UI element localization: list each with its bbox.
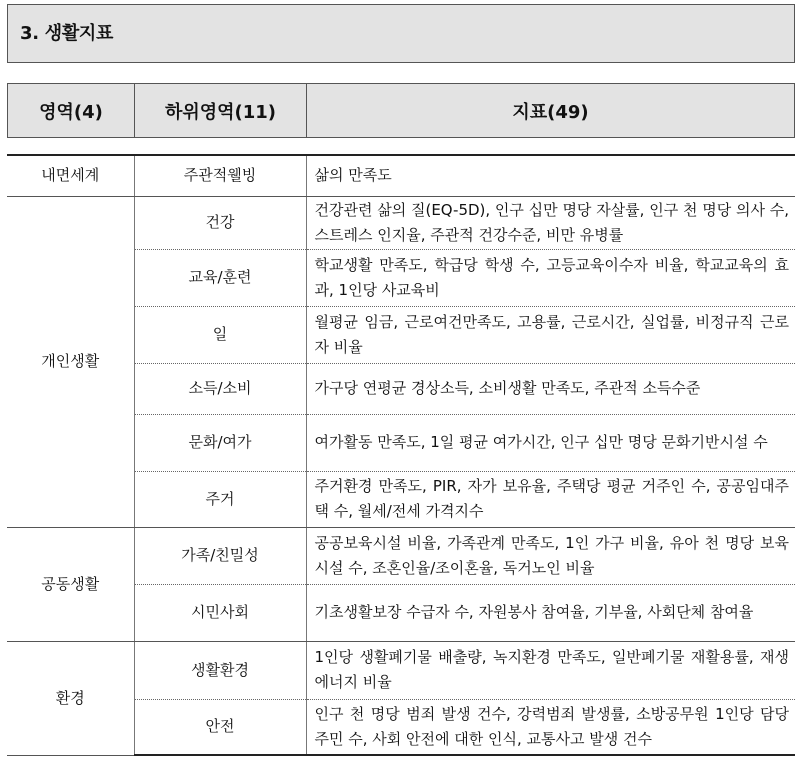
indicator-cell: 공공보육시설 비율, 가족관계 만족도, 1인 가구 비율, 유아 천 명당 보육시설 수, 조혼인율/조이혼율, 독거노인 비율 xyxy=(306,527,795,584)
column-header-indicator: 지표(49) xyxy=(307,84,795,138)
area-cell: 내면세계 xyxy=(7,155,134,196)
subarea-cell: 건강 xyxy=(134,196,306,249)
indicator-cell: 월평균 임금, 근로여건만족도, 고용률, 근로시간, 실업률, 비정규직 근로자 비율 xyxy=(306,306,795,363)
table-row xyxy=(7,155,795,196)
subarea-cell: 시민사회 xyxy=(134,584,306,641)
subarea-cell: 문화/여가 xyxy=(134,414,306,471)
subarea-cell: 주거 xyxy=(134,471,306,527)
table-header xyxy=(7,83,795,138)
section-title-box xyxy=(7,4,795,63)
indicator-cell: 인구 천 명당 범죄 발생 건수, 강력범죄 발생률, 소방공무원 1인당 담당 주민 수, 사회 안전에 대한 인식, 교통사고 발생 건수 xyxy=(306,699,795,755)
table-row xyxy=(7,641,795,699)
subarea-cell: 소득/소비 xyxy=(134,363,306,414)
indicator-cell: 삶의 만족도 xyxy=(306,155,795,196)
indicator-cell: 여가활동 만족도, 1일 평균 여가시간, 인구 십만 명당 문화기반시설 수 xyxy=(306,414,795,471)
area-cell: 환경 xyxy=(7,641,134,755)
area-cell: 공동생활 xyxy=(7,527,134,641)
subarea-cell: 안전 xyxy=(134,699,306,755)
table-row xyxy=(7,196,795,249)
area-cell: 개인생활 xyxy=(7,196,134,527)
indicator-cell: 주거환경 만족도, PIR, 자가 보유율, 주택당 평균 거주인 수, 공공임대주택 수, 월세/전세 가격지수 xyxy=(306,471,795,527)
indicator-cell: 가구당 연평균 경상소득, 소비생활 만족도, 주관적 소득수준 xyxy=(306,363,795,414)
indicator-cell: 학교생활 만족도, 학급당 학생 수, 고등교육이수자 비율, 학교교육의 효과, 1인당 사교육비 xyxy=(306,249,795,306)
subarea-cell: 주관적웰빙 xyxy=(134,155,306,196)
indicator-cell: 1인당 생활폐기물 배출량, 녹지환경 만족도, 일반폐기물 재활용률, 재생에너지 비율 xyxy=(306,641,795,699)
subarea-cell: 생활환경 xyxy=(134,641,306,699)
section-title: 3. 생활지표 xyxy=(20,23,114,44)
table-row xyxy=(7,527,795,584)
subarea-cell: 가족/친밀성 xyxy=(134,527,306,584)
column-header-area: 영역(4) xyxy=(8,84,135,138)
indicator-cell: 건강관련 삶의 질(EQ-5D), 인구 십만 명당 자살률, 인구 천 명당 의사 수, 스트레스 인지율, 주관적 건강수준, 비만 유병률 xyxy=(306,196,795,249)
subarea-cell: 일 xyxy=(134,306,306,363)
indicator-cell: 기초생활보장 수급자 수, 자원봉사 참여율, 기부율, 사회단체 참여율 xyxy=(306,584,795,641)
column-header-subarea: 하위영역(11) xyxy=(135,84,307,138)
indicator-table xyxy=(7,154,795,756)
subarea-cell: 교육/훈련 xyxy=(134,249,306,306)
